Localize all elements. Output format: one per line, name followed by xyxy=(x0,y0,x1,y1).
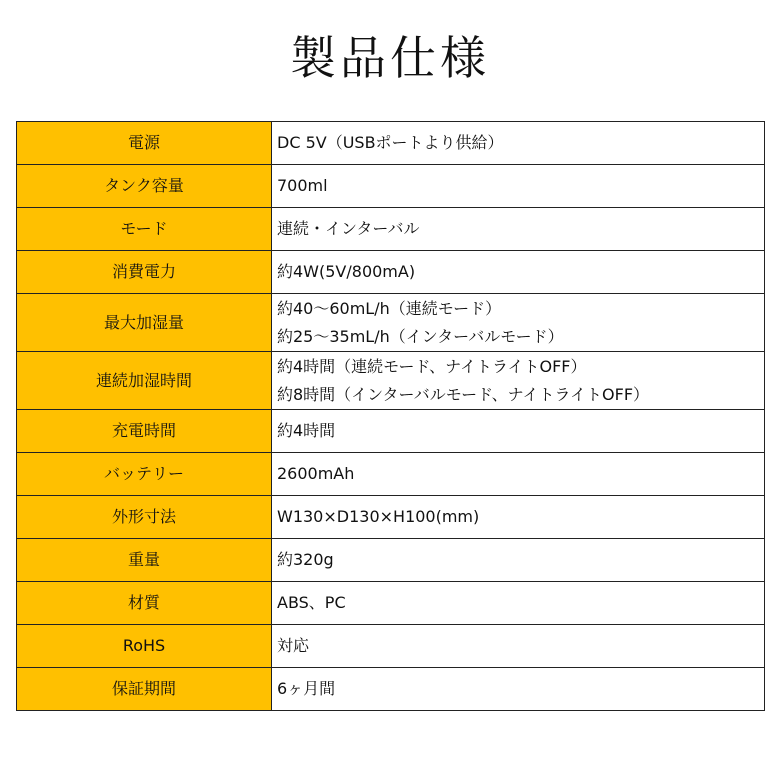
spec-value xyxy=(272,582,765,625)
spec-label: 重量 xyxy=(17,539,272,582)
spec-row-max-humidification xyxy=(17,294,765,352)
spec-value xyxy=(272,625,765,668)
spec-value-line: 約4W(5V/800mA) xyxy=(277,262,416,281)
spec-value xyxy=(272,668,765,711)
spec-label: タンク容量 xyxy=(17,165,272,208)
spec-row-material xyxy=(17,582,765,625)
spec-label: 保証期間 xyxy=(17,668,272,711)
spec-value xyxy=(272,251,765,294)
spec-value xyxy=(272,122,765,165)
spec-label: 電源 xyxy=(17,122,272,165)
spec-row-charge-time xyxy=(17,410,765,453)
spec-value-line: 2600mAh xyxy=(277,464,355,483)
spec-value xyxy=(272,496,765,539)
spec-value-line: 連続・インターバル xyxy=(277,219,420,238)
spec-value xyxy=(272,539,765,582)
spec-row-power xyxy=(17,122,765,165)
spec-label: バッテリー xyxy=(17,453,272,496)
spec-value xyxy=(272,165,765,208)
spec-row-continuous-time xyxy=(17,352,765,410)
page-title: 製品仕様 xyxy=(290,31,490,85)
spec-value-line: W130×D130×H100(mm) xyxy=(277,507,480,526)
spec-row-power-consumption xyxy=(17,251,765,294)
spec-value-line: 約320g xyxy=(277,550,334,569)
spec-value xyxy=(272,410,765,453)
spec-row-battery xyxy=(17,453,765,496)
spec-label: 連続加湿時間 xyxy=(17,352,272,410)
spec-row-warranty xyxy=(17,668,765,711)
spec-value-line: DC 5V（USBポートより供給） xyxy=(277,133,504,152)
spec-value-line: ABS、PC xyxy=(277,593,346,612)
spec-value-line: 対応 xyxy=(277,636,310,655)
spec-table xyxy=(16,121,765,711)
spec-row-mode xyxy=(17,208,765,251)
spec-value-line: 約4時間 xyxy=(277,421,336,440)
spec-value xyxy=(272,453,765,496)
spec-row-rohs xyxy=(17,625,765,668)
spec-value xyxy=(272,208,765,251)
spec-value-line: 約8時間（インターバルモード、ナイトライトOFF） xyxy=(277,384,650,404)
spec-label: RoHS xyxy=(17,625,272,668)
spec-label: 最大加湿量 xyxy=(17,294,272,352)
spec-value xyxy=(272,294,765,352)
spec-value-line: 6ヶ月間 xyxy=(277,679,336,698)
spec-row-weight xyxy=(17,539,765,582)
spec-label: 消費電力 xyxy=(17,251,272,294)
spec-row-dimensions xyxy=(17,496,765,539)
spec-label: 材質 xyxy=(17,582,272,625)
spec-label: 外形寸法 xyxy=(17,496,272,539)
spec-value-line: 約4時間（連続モード、ナイトライトOFF） xyxy=(277,356,587,376)
spec-label: 充電時間 xyxy=(17,410,272,453)
spec-label: モード xyxy=(17,208,272,251)
spec-value xyxy=(272,352,765,410)
spec-value-line: 約40～60mL/h（連続モード） xyxy=(277,298,502,318)
spec-row-tank-capacity xyxy=(17,165,765,208)
spec-value-line: 700ml xyxy=(277,176,328,195)
spec-value-line: 約25～35mL/h（インターバルモード） xyxy=(277,326,564,346)
